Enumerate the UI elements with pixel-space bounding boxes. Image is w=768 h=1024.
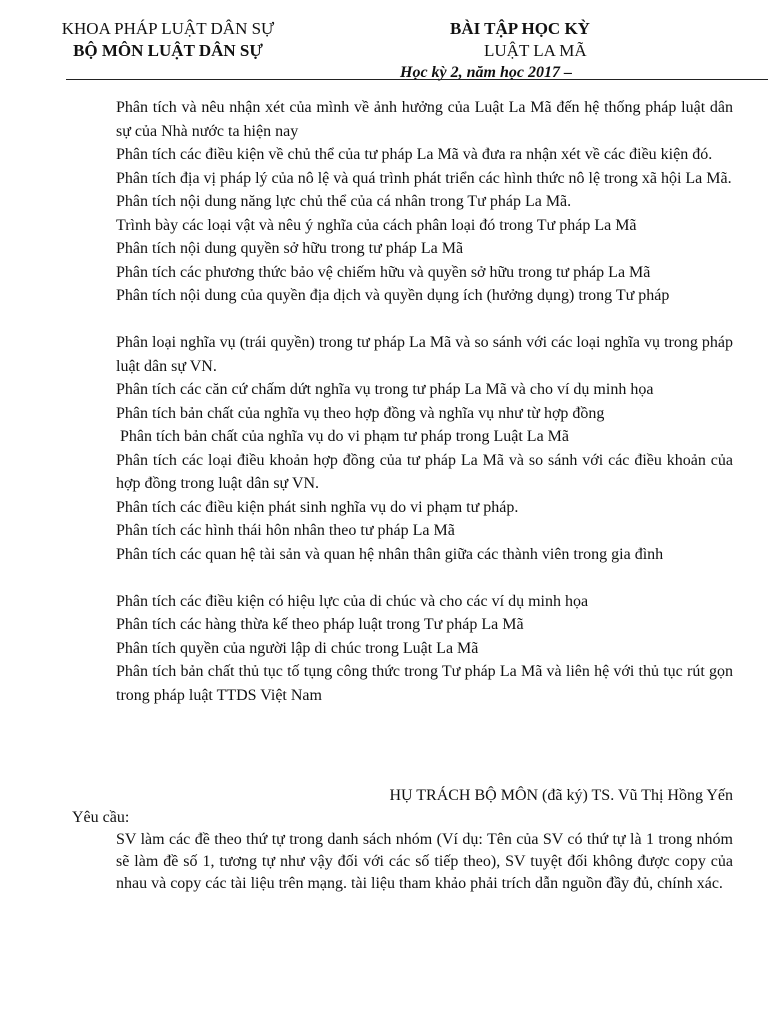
header-divider — [66, 79, 768, 80]
topic-item: Phân tích các hình thái hôn nhân theo tư pháp La Mã — [116, 522, 455, 539]
topic-item: Phân tích các điều kiện có hiệu lực của di chúc và cho các ví dụ minh họa — [116, 592, 589, 610]
topic-item: Phân tích các căn cứ chấm dứt nghĩa vụ trong tư pháp La Mã và cho ví dụ minh họa — [116, 381, 654, 398]
term-line: Học kỳ 2, năm học 2017 – — [400, 64, 572, 81]
requirements-text: SV làm các đề theo thứ tự trong danh sách nhóm (Ví dụ: Tên của SV có thứ tự là 1 trong nhóm sẽ làm đề số 1, tương tự như vậy đối với các số tiếp theo), SV tuyệt đối không được copy của nhau và copy các tài liệu trên mạng. tài liệu tham khảo phải trích dẫn nguồn đầy đủ, chính xác. — [116, 831, 733, 892]
department-name: BỘ MÔN LUẬT DÂN SỰ — [73, 41, 263, 60]
document-title: BÀI TẬP HỌC KỲ — [450, 19, 590, 38]
topic-item: Phân tích và nêu nhận xét của mình về ảnh hưởng của Luật La Mã đến hệ thống pháp luật dân sự của Nhà nước ta hiện nay — [116, 99, 733, 140]
faculty-name: KHOA PHÁP LUẬT DÂN SỰ — [61, 19, 275, 38]
topic-item: Phân tích các điều kiện phát sinh nghĩa vụ do vi phạm tư pháp. — [116, 498, 519, 516]
topic-item: Phân tích nội dung của quyền địa dịch và quyền dụng ích (hưởng dụng) trong Tư pháp — [116, 287, 670, 304]
topic-item: Phân tích quyền của người lập di chúc trong Luật La Mã — [116, 639, 479, 657]
topic-item: Phân tích bản chất của nghĩa vụ theo hợp đồng và nghĩa vụ như từ hợp đồng — [116, 404, 605, 422]
subject-name: LUẬT LA MÃ — [484, 41, 587, 60]
requirements-label: Yêu cầu: — [72, 809, 130, 826]
topic-item: Phân tích bản chất thủ tục tố tụng công thức trong Tư pháp La Mã và liên hệ với thủ tục rút gọn trong pháp luật TTDS Việt Nam — [116, 663, 733, 704]
topic-item: Phân tích các loại điều khoản hợp đồng của tư pháp La Mã và so sánh với các điều khoản của hợp đồng trong luật dân sự VN. — [116, 451, 733, 492]
topic-item: Phân tích nội dung quyền sở hữu trong tư pháp La Mã — [116, 240, 464, 257]
topic-item: Phân tích bản chất của nghĩa vụ do vi phạm tư pháp trong Luật La Mã — [120, 428, 569, 445]
topic-item: Phân tích nội dung năng lực chủ thể của cá nhân trong Tư pháp La Mã. — [116, 193, 572, 210]
topic-item: Phân tích các phương thức bảo vệ chiếm hữu và quyền sở hữu trong tư pháp La Mã — [116, 263, 651, 281]
topic-item: Phân loại nghĩa vụ (trái quyền) trong tư pháp La Mã và so sánh với các loại nghĩa vụ trong pháp luật dân sự VN. — [116, 334, 733, 375]
topic-list — [116, 96, 733, 707]
topic-item: Phân tích các quan hệ tài sản và quan hệ nhân thân giữa các thành viên trong gia đình — [116, 545, 664, 563]
faculty-header — [38, 18, 298, 62]
topic-item: Phân tích địa vị pháp lý của nô lệ và quá trình phát triển các hình thức nô lệ trong xã hội La Mã. — [116, 169, 732, 187]
topic-item: Trình bày các loại vật và nêu ý nghĩa của cách phân loại đó trong Tư pháp La Mã — [116, 216, 637, 234]
signature-line: HỤ TRÁCH BỘ MÔN (đã ký) TS. Vũ Thị Hồng Yến — [389, 787, 733, 804]
topic-item: Phân tích các hàng thừa kế theo pháp luật trong Tư pháp La Mã — [116, 616, 524, 633]
topic-item: Phân tích các điều kiện về chủ thể của tư pháp La Mã và đưa ra nhận xét về các điều kiện đó. — [116, 146, 713, 163]
